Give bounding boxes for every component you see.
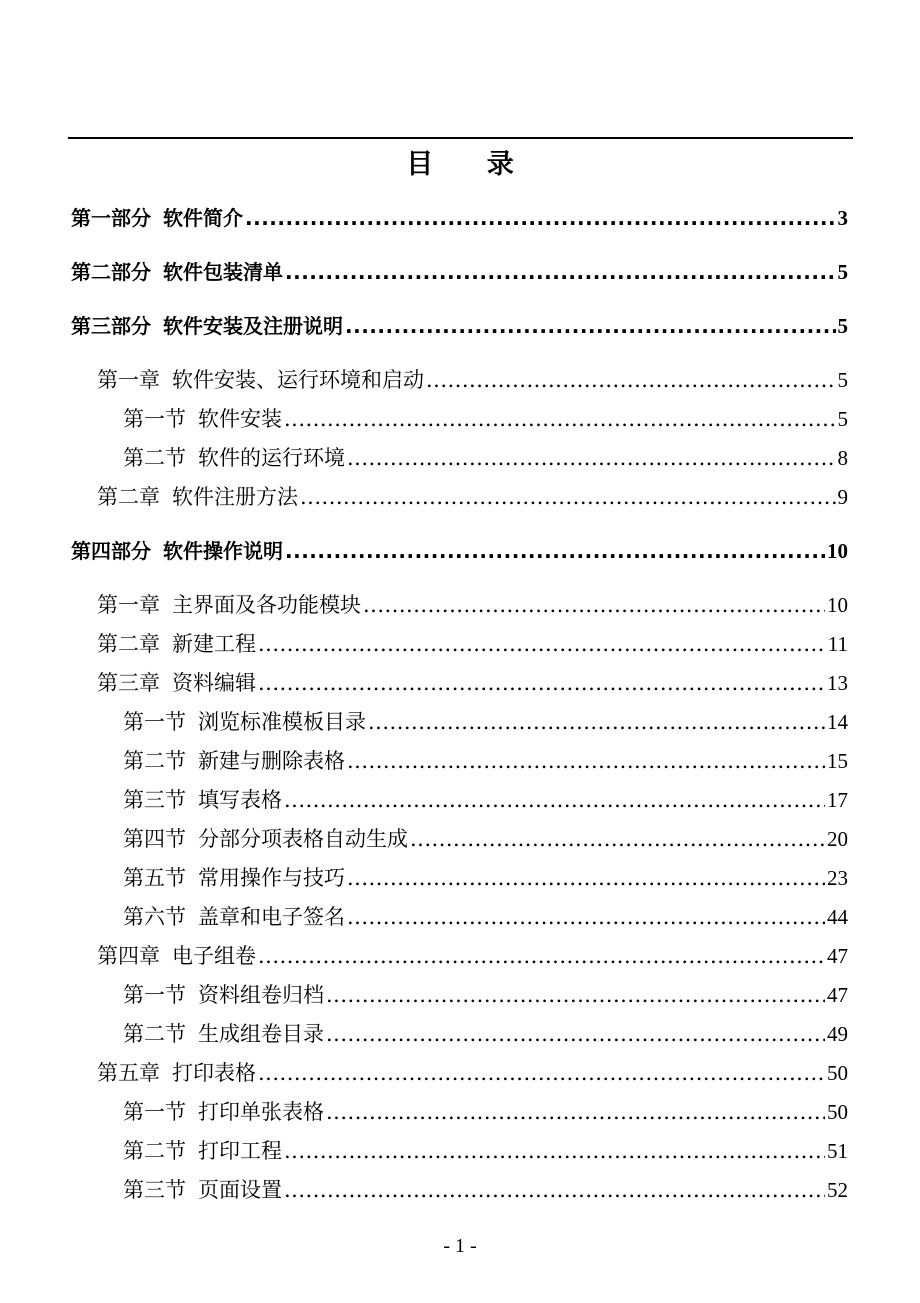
entry-page: 14 [827, 710, 848, 734]
entry-title: 打印工程 [198, 1139, 282, 1163]
entry-page: 50 [827, 1061, 848, 1085]
leader-dots [258, 629, 826, 659]
entry-title: 新建与删除表格 [198, 749, 345, 773]
leader-dots [284, 785, 825, 815]
entry-page: 52 [827, 1178, 848, 1202]
toc-entry[interactable] [97, 365, 848, 395]
entry-number: 第四部分 [71, 539, 151, 563]
entry-number: 第四节 [123, 827, 186, 851]
entry-number: 第一节 [123, 407, 186, 431]
entry-title: 常用操作与技巧 [198, 866, 345, 890]
toc-entry[interactable] [71, 203, 848, 233]
entry-page: 47 [827, 944, 848, 968]
toc-entry[interactable] [123, 746, 848, 776]
leader-dots [284, 404, 836, 434]
leader-dots [284, 1175, 825, 1205]
page-title: 目 录 [406, 149, 536, 180]
entry-title: 软件的运行环境 [198, 446, 345, 470]
leader-dots [285, 536, 825, 566]
entry-title: 电子组卷 [172, 944, 256, 968]
leader-dots [363, 590, 825, 620]
entry-page: 3 [837, 206, 848, 230]
entry-title: 生成组卷目录 [198, 1022, 324, 1046]
toc-entry[interactable] [71, 536, 848, 566]
leader-dots [326, 1097, 825, 1127]
leader-dots [345, 311, 836, 341]
leader-dots [347, 443, 836, 473]
entry-page: 15 [827, 749, 848, 773]
entry-title: 页面设置 [198, 1178, 282, 1202]
leader-dots [347, 746, 825, 776]
toc-entry[interactable] [123, 1019, 848, 1049]
toc-entry[interactable] [97, 629, 848, 659]
entry-number: 第二节 [123, 1022, 186, 1046]
leader-dots [245, 203, 836, 233]
entry-number: 第一节 [123, 983, 186, 1007]
entry-title: 软件简介 [163, 206, 243, 230]
entry-title: 填写表格 [198, 788, 282, 812]
entry-page: 51 [827, 1139, 848, 1163]
entry-page: 5 [837, 368, 848, 392]
leader-dots [258, 941, 825, 971]
entry-number: 第四章 [97, 944, 160, 968]
toc-entry[interactable] [123, 1175, 848, 1205]
leader-dots [300, 482, 836, 512]
leader-dots [258, 668, 825, 698]
entry-page: 5 [837, 314, 848, 338]
leader-dots [410, 824, 825, 854]
entry-number: 第五章 [97, 1061, 160, 1085]
entry-number: 第二章 [97, 632, 160, 656]
toc-entry[interactable] [97, 668, 848, 698]
leader-dots [284, 1136, 825, 1166]
entry-title: 盖章和电子签名 [198, 905, 345, 929]
entry-title: 软件注册方法 [172, 485, 298, 509]
entry-page: 5 [837, 260, 848, 284]
entry-page: 17 [827, 788, 848, 812]
entry-title: 主界面及各功能模块 [172, 593, 361, 617]
page-number: - 1 - [443, 1235, 477, 1257]
toc-entry[interactable] [123, 785, 848, 815]
toc-entry[interactable] [71, 257, 848, 287]
entry-page: 9 [837, 485, 848, 509]
toc-entry[interactable] [97, 482, 848, 512]
entry-number: 第二节 [123, 446, 186, 470]
entry-number: 第三节 [123, 788, 186, 812]
toc-entry[interactable] [123, 902, 848, 932]
entry-number: 第一章 [97, 368, 160, 392]
toc-entry[interactable] [123, 404, 848, 434]
leader-dots [326, 980, 825, 1010]
entry-page: 44 [827, 905, 848, 929]
toc-entry[interactable] [123, 1136, 848, 1166]
toc-entry[interactable] [123, 863, 848, 893]
entry-number: 第一章 [97, 593, 160, 617]
entry-title: 新建工程 [172, 632, 256, 656]
leader-dots [426, 365, 836, 395]
entry-page: 13 [827, 671, 848, 695]
toc-entry[interactable] [97, 1058, 848, 1088]
entry-number: 第二部分 [71, 260, 151, 284]
leader-dots [285, 257, 836, 287]
entry-page: 50 [827, 1100, 848, 1124]
leader-dots [326, 1019, 825, 1049]
leader-dots [347, 863, 825, 893]
entry-title: 资料编辑 [172, 671, 256, 695]
toc-entry[interactable] [97, 941, 848, 971]
entry-page: 10 [827, 593, 848, 617]
toc-entry[interactable] [123, 707, 848, 737]
toc-entry[interactable] [123, 1097, 848, 1127]
entry-number: 第三节 [123, 1178, 186, 1202]
entry-number: 第一节 [123, 1100, 186, 1124]
entry-page: 8 [837, 446, 848, 470]
entry-title: 软件操作说明 [163, 539, 283, 563]
entry-page: 5 [837, 407, 848, 431]
entry-title: 软件安装及注册说明 [163, 314, 343, 338]
entry-title: 浏览标准模板目录 [198, 710, 366, 734]
entry-title: 打印表格 [172, 1061, 256, 1085]
entry-page: 49 [827, 1022, 848, 1046]
leader-dots [258, 1058, 825, 1088]
toc-entry[interactable] [123, 443, 848, 473]
entry-title: 软件安装 [198, 407, 282, 431]
entry-title: 打印单张表格 [198, 1100, 324, 1124]
entry-title: 分部分项表格自动生成 [198, 827, 408, 851]
entry-number: 第二节 [123, 1139, 186, 1163]
entry-title: 资料组卷归档 [198, 983, 324, 1007]
entry-page: 10 [827, 539, 848, 563]
entry-number: 第一节 [123, 710, 186, 734]
entry-number: 第六节 [123, 905, 186, 929]
toc-entry[interactable] [71, 311, 848, 341]
entry-page: 23 [827, 866, 848, 890]
entry-page: 20 [827, 827, 848, 851]
entry-page: 47 [827, 983, 848, 1007]
leader-dots [347, 902, 825, 932]
entry-number: 第五节 [123, 866, 186, 890]
toc-entry[interactable] [97, 590, 848, 620]
entry-number: 第一部分 [71, 206, 151, 230]
entry-title: 软件安装、运行环境和启动 [172, 368, 424, 392]
leader-dots [368, 707, 825, 737]
entry-number: 第三部分 [71, 314, 151, 338]
toc-entry[interactable] [123, 824, 848, 854]
toc-entry[interactable] [123, 980, 848, 1010]
entry-number: 第二章 [97, 485, 160, 509]
entry-number: 第二节 [123, 749, 186, 773]
entry-page: 11 [827, 632, 848, 656]
entry-title: 软件包装清单 [163, 260, 283, 284]
entry-number: 第三章 [97, 671, 160, 695]
